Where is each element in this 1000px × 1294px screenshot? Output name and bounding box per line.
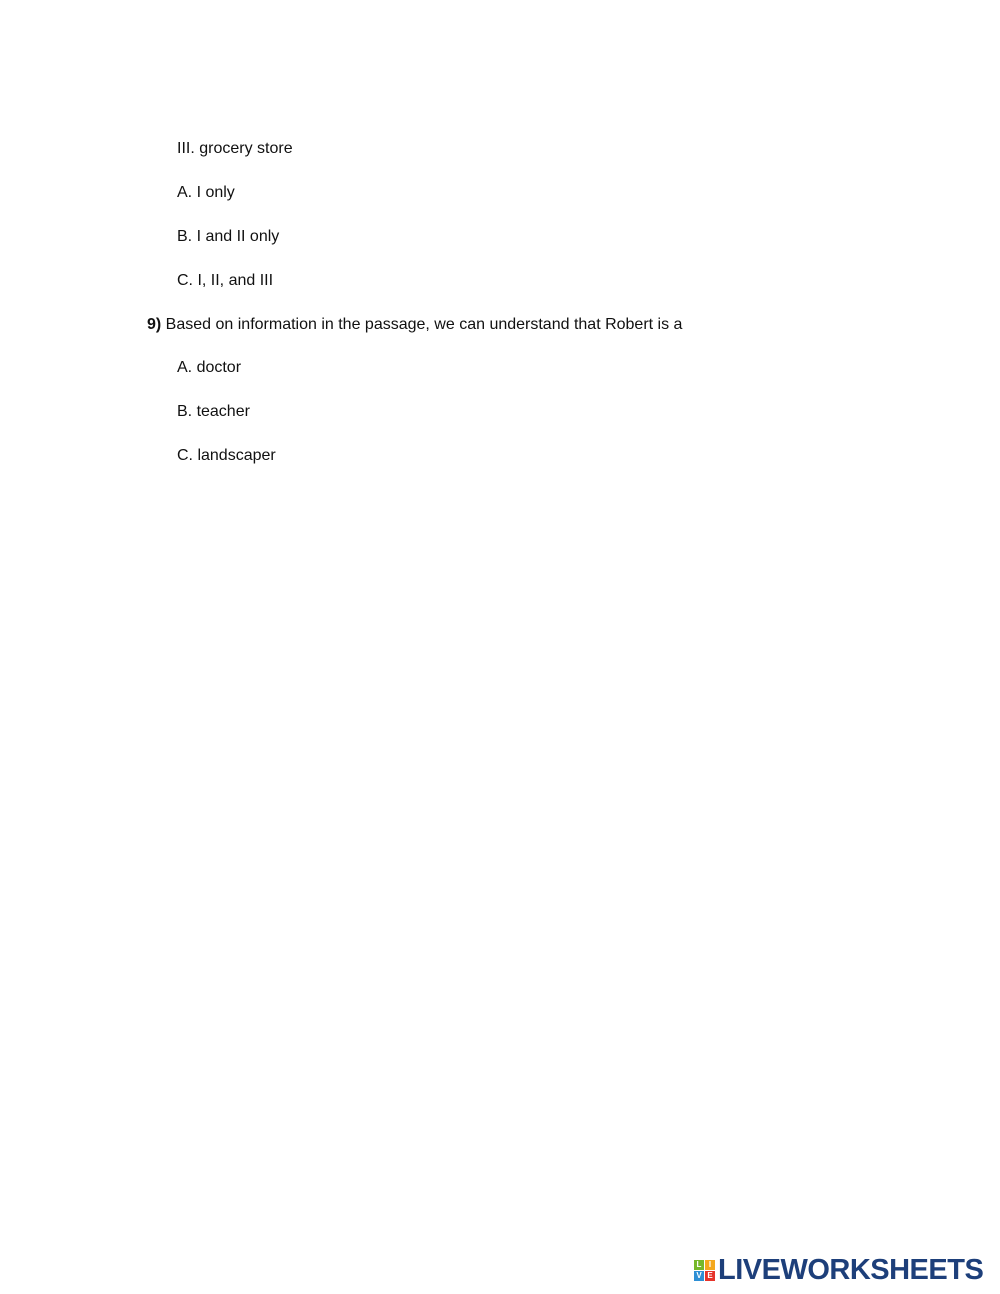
question-number: 9): [147, 316, 162, 333]
answer-option-c: C. I, II, and III: [177, 272, 274, 289]
logo-square-v: V: [694, 1271, 704, 1281]
logo-text: LIVEWORKSHEETS: [718, 1254, 984, 1286]
answer-option-b: B. I and II only: [177, 228, 280, 245]
question-9-option-a: A. doctor: [177, 359, 242, 376]
question-text: Based on information in the passage, we can understand that Robert is a: [161, 316, 683, 333]
liveworksheets-logo: [694, 1255, 983, 1285]
answer-option-a: A. I only: [177, 184, 235, 201]
question-9-option-b: B. teacher: [177, 403, 250, 420]
list-item-iii: III. grocery store: [177, 140, 293, 157]
logo-square-l: L: [694, 1260, 704, 1270]
logo-square-i: I: [705, 1260, 715, 1270]
question-9-option-c: C. landscaper: [177, 447, 276, 464]
logo-squares-icon: [694, 1260, 715, 1281]
logo-square-e: E: [705, 1271, 715, 1281]
question-9: [147, 315, 682, 335]
